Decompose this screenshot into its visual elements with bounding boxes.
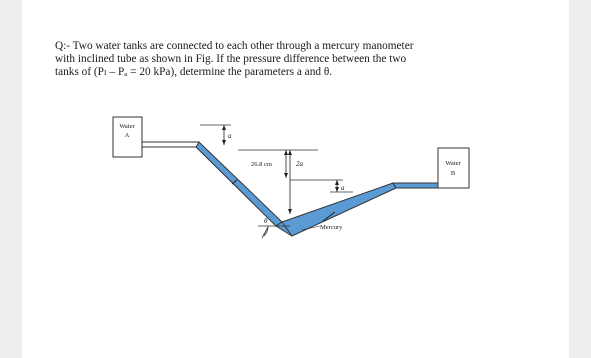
question-line-2: with inclined tube as shown in Fig. If the pressure difference between the two	[55, 53, 407, 65]
dim-26-8-arrowhead-bottom	[284, 173, 288, 178]
question-line-1: Q:- Two water tanks are connected to each other through a mercury manometer	[55, 40, 414, 52]
tank-a-label-2: A	[124, 132, 130, 139]
dim-2a-label: 2a	[296, 160, 303, 168]
question-line-3: tanks of (Pₗ – Pₐ = 20 kPa), determine the parameters a and θ.	[55, 66, 333, 78]
right-horizontal-tube	[393, 183, 438, 188]
tank-a-label-1: Water	[119, 123, 135, 130]
dim-a-left-label: a	[228, 132, 232, 140]
dim-26-8-label: 26.8 cm	[251, 161, 272, 168]
dim-a-right-arrowhead-bottom	[335, 187, 339, 192]
dim-a-right-label: a	[341, 184, 345, 192]
dim-26-8-arrowhead-top	[284, 150, 288, 155]
dim-2a-arrowhead-top	[288, 150, 292, 155]
tank-b-label-2: B	[450, 170, 456, 177]
tank-b	[438, 148, 469, 188]
tank-b-label-1: Water	[445, 160, 461, 167]
angle-theta-label: θ	[264, 217, 268, 225]
angle-pointer	[262, 227, 268, 238]
dim-2a-arrowhead-bottom	[288, 209, 292, 214]
dim-a-left-arrowhead-bottom	[222, 140, 226, 145]
left-leg-water	[196, 142, 282, 226]
mercury-label: Mercury	[320, 224, 343, 231]
dim-a-right-arrowhead-top	[335, 180, 339, 185]
dim-a-left-arrowhead-top	[222, 125, 226, 130]
